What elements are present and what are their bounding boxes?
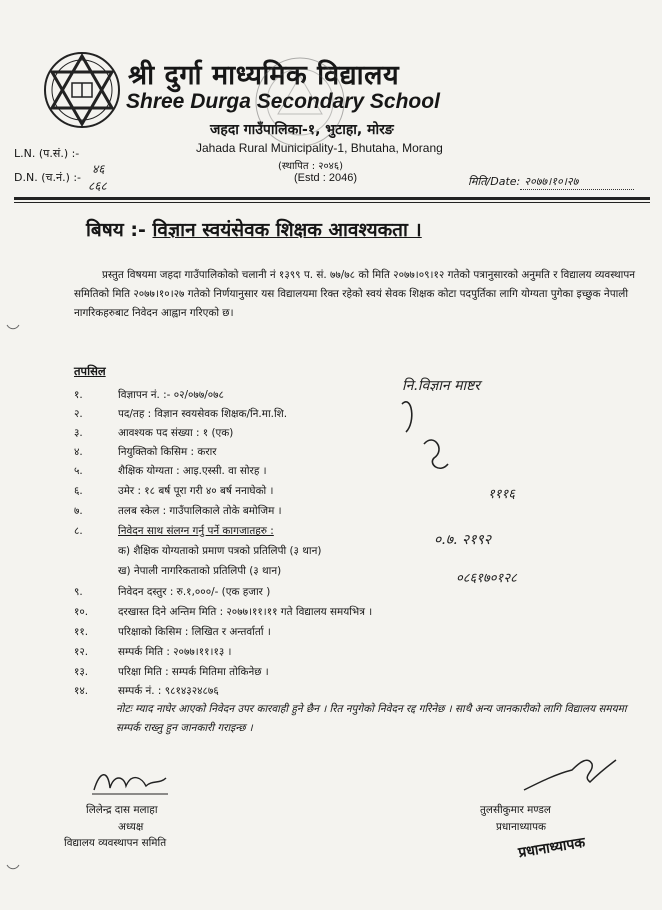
subject-text: विज्ञान स्वयंसेवक शिक्षक आवश्यकता । [152,219,422,241]
item-text: निवेदन साथ संलग्न गर्नु पर्ने कागजातहरु : [118,525,274,537]
details-heading: तपसिल [74,364,106,378]
item-number: २. [74,408,83,420]
margin-mark [6,858,20,872]
item-text: आवश्यक पद संख्या : १ (एक) [118,427,234,439]
headmaster-stamp: प्रधानाध्यापक [517,834,587,862]
headmaster-signature [520,752,620,798]
subject-label: बिषय :- [86,219,146,241]
letter-number-label: L.N. (प.सं.) :- [14,147,80,160]
handwritten-receipt-date: ०.७. २१९२ [434,532,492,548]
school-name-nepali: श्री दुर्गा माध्यमिक विद्यालय [128,60,400,91]
item-number: ९. [74,586,83,598]
item-text: परिक्षा मिति : सम्पर्क मितिमा तोकिनेछ । [118,666,269,678]
item-text: ख) नेपाली नागरिकताको प्रतिलिपी (३ थान) [118,565,282,577]
management-committee: विद्यालय व्यवस्थापन समिति [64,837,167,849]
item-text: विज्ञापन नं. :- ०२/०७७/०७८ [118,389,224,401]
item-text: पद/तह : विज्ञान स्वयसेवक शिक्षक/नि.मा.शि. [118,408,288,420]
item-text: दरखास्त दिने अन्तिम मिति : २०७७।११।११ गते विद्यालय समयभित्र । [118,606,373,618]
headmaster-name: तुलसीकुमार मण्डल [480,804,551,816]
school-logo [42,50,122,130]
handwritten-receipt-name: नि.विज्ञान माष्टर [402,378,480,394]
handwritten-receipt-phone: ०८६१७०१२८ [456,571,517,586]
header-divider-thin [14,202,650,203]
date-line [468,174,634,190]
item-text: शैक्षिक योग्यता : आइ.एस्सी. वा सोरह । [118,465,267,477]
item-number: १०. [74,606,89,618]
school-seal [250,52,350,152]
item-number: ५. [74,465,83,477]
item-text: तलब स्केल : गाउँपालिकाले तोके बमोजिम । [118,505,282,517]
item-number: १. [74,389,83,401]
date-value: २०७७।१०।२७ [520,174,634,190]
established-nepali: (स्थापित : २०४६) [278,161,343,172]
date-label: मिति/Date: [468,175,521,188]
chairman-name: लिलेन्द्र दास मलाहा [86,804,158,816]
item-text: नियुक्तिको किसिम : करार [118,446,217,458]
item-number: ४. [74,446,83,458]
address-nepali: जहदा गाउँपालिका-१, भुटाहा, मोरङ [210,122,394,138]
handwritten-scribble [394,392,464,482]
subject-line [86,216,422,242]
notice-body: प्रस्तुत विषयमा जहदा गाउँपालिकोको चलानी नं १३९९ प. सं. ७७/७८ को मिति २०७७।०९।१२ गतेको पत्रानुसारको अनुमति र विद्यालय व्यवस्थापन समितिको मिति २०७७।१०।२७ गतेको निर्णयानुसार यस विद्यालयमा रिक्त रहेको स्वयं सेवक शिक्षक कोटा पदपुर्तिका लागि योग्यता पुगेका इच्छुक नेपाली नागरिकहरुबाट निवेदन आह्वान गरिएको छ। [74,269,636,319]
item-text: सम्पर्क नं. : ९८१४३२४८७६ [118,685,219,697]
school-name-english: Shree Durga Secondary School [126,90,440,113]
dispatch-number-handwritten-2: ८६८ [88,179,107,193]
item-text: परिक्षाको किसिम : लिखित र अन्तर्वार्ता । [118,626,271,638]
item-number: ८. [74,525,83,537]
item-text: क) शैक्षिक योग्यताको प्रमाण पत्रको प्रतिलिपी (३ थान) [118,545,322,557]
item-number: १२. [74,646,89,658]
item-text: उमेर : १८ बर्ष पूरा गरी ४० बर्ष ननाघेको । [118,485,274,497]
item-text: सम्पर्क मिति : २०७७।११।१३ । [118,646,232,658]
address-english: Jahada Rural Municipality-1, Bhutaha, Morang [196,141,443,155]
established-english: (Estd : 2046) [294,172,357,184]
margin-mark [6,318,20,332]
item-number: ६. [74,485,83,497]
item-number: १४. [74,685,89,697]
chairman-signature [90,764,170,800]
notice-note: नोटः म्याद नाघेर आएको निवेदन उपर कारवाही हुने छैन । रित नपुगेको निवेदन रद्द गरिनेछ । साथै अन्य जानकारीको लागि विद्यालय समयमा सम्पर्क राख्नु हुन जानकारी गराइन्छ । [116,703,627,734]
dispatch-number-handwritten: ४६ [92,162,105,176]
item-number: ७. [74,505,83,517]
header-divider [14,197,650,200]
item-number: ११. [74,626,89,638]
chairman-role: अध्यक्ष [118,821,144,833]
handwritten-receipt-number: १११६ [488,487,516,502]
item-number: ३. [74,427,83,439]
item-text: निवेदन दस्तुर : रु.१,०००/- (एक हजार ) [118,586,271,598]
dispatch-number-label: D.N. (च.नं.) :- [14,171,82,184]
headmaster-role: प्रधानाध्यापक [496,821,546,833]
item-number: १३. [74,666,89,678]
